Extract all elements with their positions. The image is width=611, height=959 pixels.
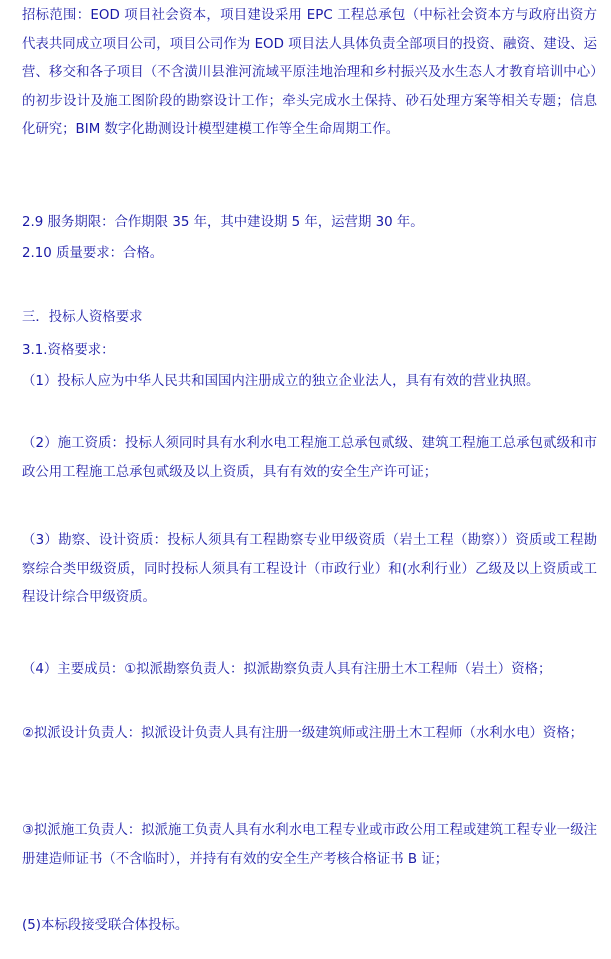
service-period-paragraph: 2.9 服务期限：合作期限 35 年，其中建设期 5 年，运营期 30 年。 [22,215,424,230]
scope-paragraph: 招标范围：EOD 项目社会资本，项目建设采用 EPC 工程总承包（中标社会资本方与政府出资方代表共同成立项目公司，项目公司作为 EOD 项目法人具体负责全部项目的投资、融资、建设、运营、移交和各子项目（不含潢川县淮河流域平原洼地治理和乡村振兴及水生态人才教育培训中心）的初步设计及施工图阶段的勘察设计工作；牵头完成水土保持、砂石处理方案等相关专题；信息化研究；BIM 数字化勘测设计模型建模工作等全生命周期工作。 [22,8,597,137]
qualification-item-3: （3）勘察、设计资质：投标人须具有工程勘察专业甲级资质（岩土工程（勘察））资质或工程勘察综合类甲级资质，同时投标人须具有工程设计（市政行业）和(水利行业）乙级及以上资质或工程设计综合甲级资质。 [22,533,597,605]
subsection-heading: 3.1.资格要求： [22,343,115,358]
qualification-item-4-construction: ③拟派施工负责人：拟派施工负责人具有水利水电工程专业或市政公用工程或建筑工程专业一级注册建造师证书（不含临时），并持有有效的安全生产考核合格证书 B 证； [22,823,597,867]
qualification-item-1: （1）投标人应为中华人民共和国国内注册成立的独立企业法人，具有有效的营业执照。 [22,374,540,389]
qualification-item-4-design: ②拟派设计负责人：拟派设计负责人具有注册一级建筑师或注册土木工程师（水利水电）资格； [22,726,584,741]
quality-requirement-paragraph: 2.10 质量要求：合格。 [22,246,164,261]
qualification-item-4: （4）主要成员：①拟派勘察负责人：拟派勘察负责人具有注册土木工程师（岩土）资格； [22,662,552,677]
section-heading: 三．投标人资格要求 [22,310,143,325]
qualification-item-5: (5)本标段接受联合体投标。 [22,918,189,933]
qualification-item-2: （2）施工资质：投标人须同时具有水利水电工程施工总承包贰级、建筑工程施工总承包贰级和市政公用工程施工总承包贰级及以上资质，具有有效的安全生产许可证； [22,436,597,480]
